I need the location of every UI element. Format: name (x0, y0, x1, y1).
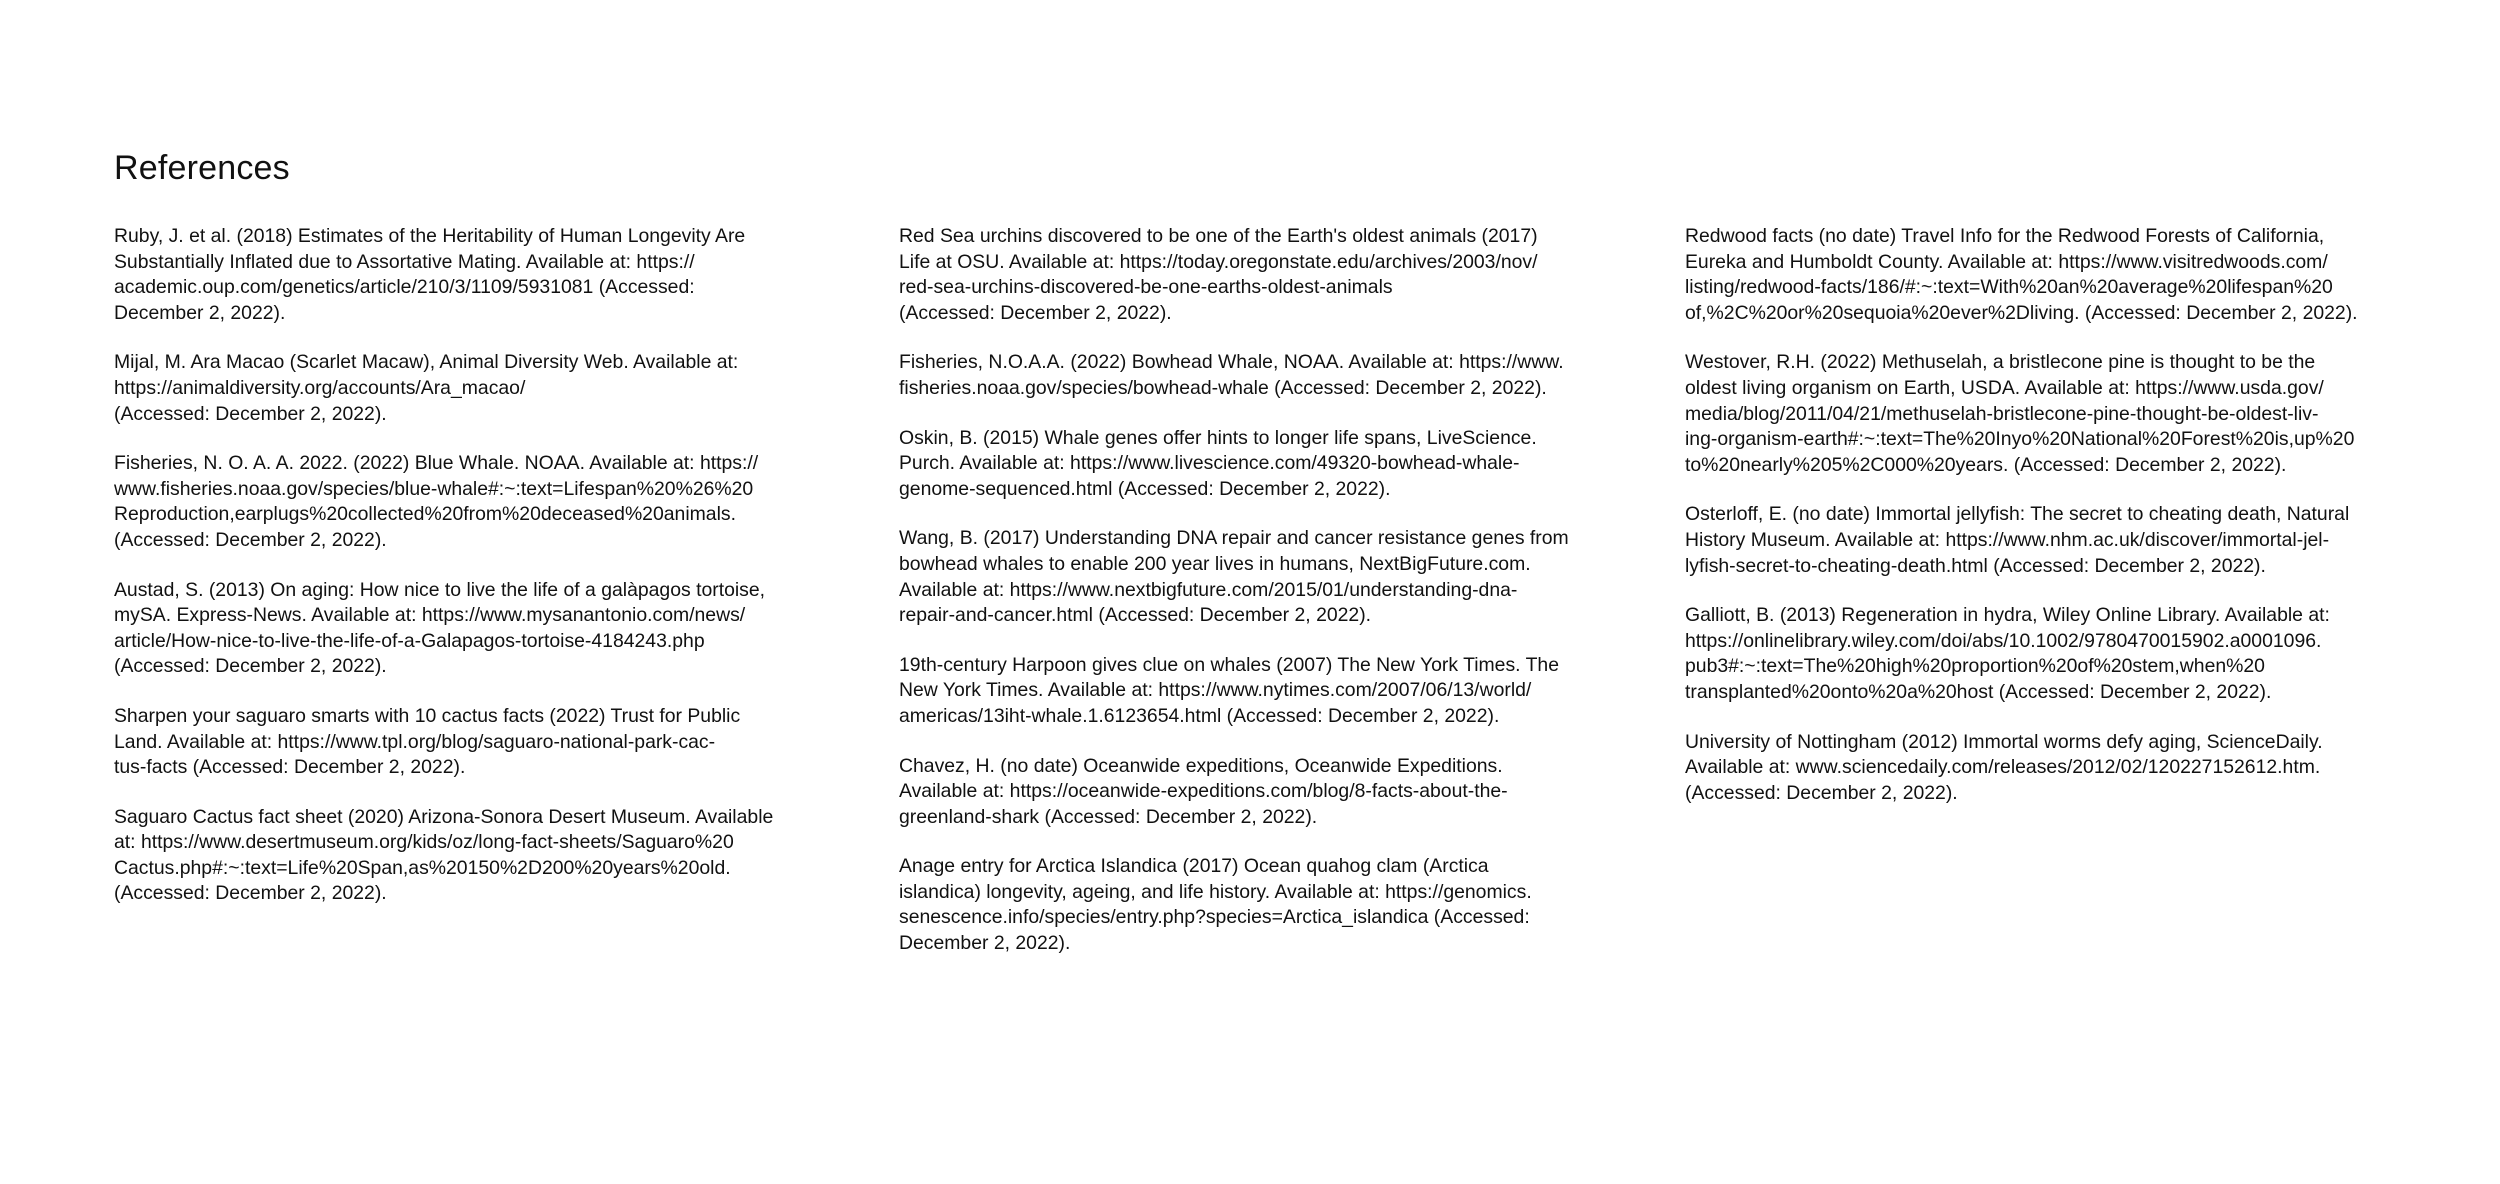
reference-line: Available at: https://oceanwide-expeditions.com/blog/8-facts-about-the- (899, 780, 1508, 803)
reference-line: Land. Available at: https://www.tpl.org/blog/saguaro-national-park-cac- (114, 730, 716, 753)
reference-line: of,%2C%20or%20sequoia%20ever%2Dliving. (Accessed: December 2, 2022). (1685, 301, 2358, 324)
reference-line: repair-and-cancer.html (Accessed: December 2, 2022). (899, 604, 1372, 627)
reference-line: Westover, R.H. (2022) Methuselah, a bristlecone pine is thought to be the (1685, 351, 2316, 374)
reference-entry (1685, 350, 2425, 478)
reference-line: at: https://www.desertmuseum.org/kids/oz/long-fact-sheets/Saguaro%20 (114, 831, 734, 854)
reference-entry (899, 854, 1639, 956)
reference-line: Oskin, B. (2015) Whale genes offer hints to longer life spans, LiveScience. (899, 426, 1537, 449)
reference-line: Available at: www.sciencedaily.com/releases/2012/02/120227152612.htm. (1685, 756, 2321, 779)
reference-line: red-sea-urchins-discovered-be-one-earths-oldest-animals (899, 276, 1393, 299)
reference-line: Mijal, M. Ara Macao (Scarlet Macaw), Animal Diversity Web. Available at: (114, 351, 739, 374)
reference-entry (1685, 730, 2425, 807)
reference-entry (114, 451, 854, 553)
reference-line: ing-organism-earth#:~:text=The%20Inyo%20National%20Forest%20is,up%20 (1685, 428, 2355, 451)
reference-line: fisheries.noaa.gov/species/bowhead-whale (Accessed: December 2, 2022). (899, 376, 1547, 399)
reference-entry (114, 805, 854, 907)
reference-line: Fisheries, N. O. A. A. 2022. (2022) Blue Whale. NOAA. Available at: https:// (114, 452, 759, 475)
reference-line: Purch. Available at: https://www.livescience.com/49320-bowhead-whale- (899, 452, 1520, 475)
reference-entry (899, 426, 1639, 503)
reference-line: Austad, S. (2013) On aging: How nice to live the life of a galàpagos tortoise, (114, 578, 766, 601)
reference-line: University of Nottingham (2012) Immortal worms defy aging, ScienceDaily. (1685, 730, 2323, 753)
reference-line: tus-facts (Accessed: December 2, 2022). (114, 756, 466, 779)
reference-line: article/How-nice-to-live-the-life-of-a-Galapagos-tortoise-4184243.php (114, 629, 705, 652)
reference-line: academic.oup.com/genetics/article/210/3/1109/5931081 (Accessed: (114, 276, 695, 299)
reference-line: Sharpen your saguaro smarts with 10 cactus facts (2022) Trust for Public (114, 704, 741, 727)
reference-line: transplanted%20onto%20a%20host (Accessed: December 2, 2022). (1685, 680, 2272, 703)
reference-entry (1685, 224, 2425, 326)
reference-entry (899, 224, 1639, 326)
reference-line: (Accessed: December 2, 2022). (114, 882, 387, 905)
reference-entry (114, 224, 854, 326)
reference-line: Reproduction,earplugs%20collected%20from%20deceased%20animals. (114, 503, 736, 526)
reference-line: pub3#:~:text=The%20high%20proportion%20of%20stem,when%20 (1685, 655, 2265, 678)
reference-line: Redwood facts (no date) Travel Info for the Redwood Forests of California, (1685, 225, 2325, 247)
references-column-2 (899, 224, 1639, 981)
reference-line: Available at: https://www.nextbigfuture.com/2015/01/understanding-dna- (899, 578, 1518, 601)
reference-line: Red Sea urchins discovered to be one of the Earth's oldest animals (2017) (899, 225, 1538, 247)
reference-line: islandica) longevity, ageing, and life history. Available at: https://genomics. (899, 880, 1532, 903)
reference-line: mySA. Express-News. Available at: https://www.mysanantonio.com/news/ (114, 604, 746, 627)
reference-line: Saguaro Cactus fact sheet (2020) Arizona-Sonora Desert Museum. Available (114, 805, 774, 828)
reference-entry (1685, 603, 2425, 705)
reference-line: History Museum. Available at: https://www.nhm.ac.uk/discover/immortal-jel- (1685, 528, 2330, 551)
references-column-3 (1685, 224, 2425, 830)
reference-line: oldest living organism on Earth, USDA. Available at: https://www.usda.gov/ (1685, 376, 2324, 399)
reference-line: Wang, B. (2017) Understanding DNA repair and cancer resistance genes from (899, 527, 1569, 550)
reference-entry (899, 350, 1639, 401)
reference-line: www.fisheries.noaa.gov/species/blue-whale#:~:text=Lifespan%20%26%20 (114, 477, 754, 500)
reference-line: media/blog/2011/04/21/methuselah-bristlecone-pine-thought-be-oldest-liv- (1685, 402, 2319, 425)
reference-line: (Accessed: December 2, 2022). (114, 528, 387, 551)
reference-line: Galliott, B. (2013) Regeneration in hydra, Wiley Online Library. Available at: (1685, 604, 2330, 627)
reference-line: Substantially Inflated due to Assortative Mating. Available at: https:// (114, 250, 695, 273)
reference-line: Fisheries, N.O.A.A. (2022) Bowhead Whale, NOAA. Available at: https://www. (899, 351, 1564, 374)
reference-line: greenland-shark (Accessed: December 2, 2022). (899, 805, 1318, 828)
reference-line: (Accessed: December 2, 2022). (114, 655, 387, 678)
reference-line: Anage entry for Arctica Islandica (2017) Ocean quahog clam (Arctica (899, 855, 1489, 878)
reference-entry (114, 578, 854, 680)
reference-line: https://onlinelibrary.wiley.com/doi/abs/10.1002/9780470015902.a0001096. (1685, 629, 2322, 652)
reference-line: https://animaldiversity.org/accounts/Ara_macao/ (114, 376, 526, 399)
reference-line: (Accessed: December 2, 2022). (899, 301, 1172, 324)
reference-line: Ruby, J. et al. (2018) Estimates of the Heritability of Human Longevity Are (114, 225, 746, 247)
reference-line: bowhead whales to enable 200 year lives in humans, NextBigFuture.com. (899, 552, 1531, 575)
reference-entry (899, 754, 1639, 831)
reference-line: lyfish-secret-to-cheating-death.html (Accessed: December 2, 2022). (1685, 554, 2266, 577)
reference-entry (899, 653, 1639, 730)
reference-line: americas/13iht-whale.1.6123654.html (Accessed: December 2, 2022). (899, 704, 1500, 727)
reference-line: Chavez, H. (no date) Oceanwide expeditions, Oceanwide Expeditions. (899, 754, 1503, 777)
reference-entry (1685, 502, 2425, 579)
reference-line: (Accessed: December 2, 2022). (114, 402, 387, 425)
reference-line: listing/redwood-facts/186/#:~:text=With%20an%20average%20lifespan%20 (1685, 276, 2333, 299)
reference-line: Osterloff, E. (no date) Immortal jellyfish: The secret to cheating death, Natural (1685, 503, 2350, 526)
reference-entry (114, 350, 854, 427)
references-column-1 (114, 224, 854, 931)
reference-line: genome-sequenced.html (Accessed: December 2, 2022). (899, 477, 1391, 500)
reference-line: December 2, 2022). (114, 301, 286, 324)
reference-line: Eureka and Humboldt County. Available at: https://www.visitredwoods.com/ (1685, 250, 2328, 273)
reference-entry (114, 704, 854, 781)
reference-line: 19th-century Harpoon gives clue on whales (2007) The New York Times. The (899, 653, 1559, 676)
reference-line: (Accessed: December 2, 2022). (1685, 781, 1958, 804)
reference-entry (899, 526, 1639, 628)
page-title: References (114, 149, 290, 187)
reference-line: to%20nearly%205%2C000%20years. (Accessed: December 2, 2022). (1685, 453, 2287, 476)
reference-line: Cactus.php#:~:text=Life%20Span,as%20150%2D200%20years%20old. (114, 856, 731, 879)
reference-line: Life at OSU. Available at: https://today.oregonstate.edu/archives/2003/nov/ (899, 250, 1538, 273)
reference-line: New York Times. Available at: https://www.nytimes.com/2007/06/13/world/ (899, 679, 1532, 702)
reference-line: senescence.info/species/entry.php?species=Arctica_islandica (Accessed: (899, 906, 1530, 929)
reference-line: December 2, 2022). (899, 932, 1071, 955)
